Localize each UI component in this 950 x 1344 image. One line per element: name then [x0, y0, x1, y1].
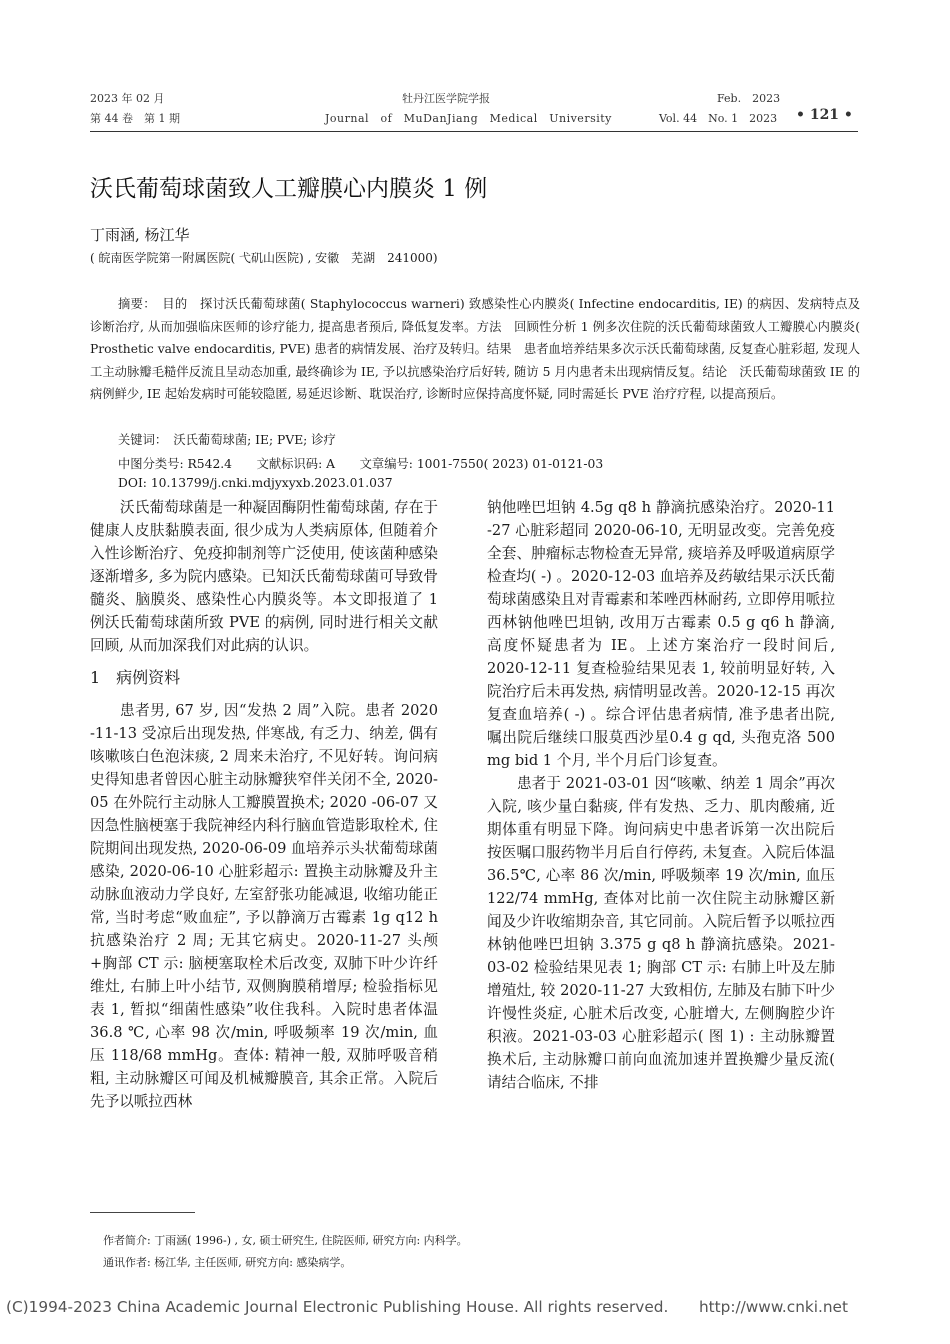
section-heading: 1 病例资料 — [90, 668, 181, 687]
header-volume-cn: 第 44 卷 第 1 期 — [90, 112, 180, 125]
header-journal-en: Journal of MuDanJiang Medical University — [325, 112, 612, 125]
page-number: • 121 • — [796, 107, 853, 123]
body-left-column — [90, 496, 438, 1113]
body-right-column — [487, 496, 835, 1094]
intro-paragraph: 沃氏葡萄球菌是一种凝固酶阴性葡萄球菌, 存在于健康人皮肤黏膜表面, 很少成为人类病原体, 但随着介入性诊断治疗、免疫抑制剂等广泛使用, 使该菌种感染逐渐增多, 多为院内感染。已知沃氏葡萄球菌可导致骨髓炎、脑膜炎、感染性心内膜炎等。本文即报道了 1 例沃氏葡萄球菌所致 PVE 的病例, 同时进行相关文献回顾, 从而加深我们对此病的认识。 — [90, 499, 438, 654]
header-date-en: Feb. 2023 — [717, 92, 781, 105]
article-doi: DOI: 10.13799/j.cnki.mdjyxyxb.2023.01.037 — [118, 476, 393, 490]
copyright-line: (C)1994-2023 China Academic Journal Electronic Publishing House. All rights reserved. http://www.cnki.net — [6, 1298, 848, 1316]
article-affiliation: ( 皖南医学院第一附属医院( 弋矶山医院) , 安徽 芜湖 241000) — [90, 251, 438, 265]
header-rule — [90, 131, 858, 132]
article-authors: 丁雨涵, 杨江华 — [90, 226, 190, 244]
article-title: 沃氏葡萄球菌致人工瓣膜心内膜炎 1 例 — [90, 176, 488, 202]
footnote-corresponding: 通讯作者: 杨江华, 主任医师, 研究方向: 感染病学。 — [103, 1256, 352, 1269]
footnote-author-intro: 作者简介: 丁雨涵( 1996-) , 女, 硕士研究生, 住院医师, 研究方向: 内科学。 — [103, 1234, 468, 1247]
header-date-cn: 2023 年 02 月 — [90, 92, 165, 105]
footnote-rule — [90, 1212, 195, 1213]
header-volume-en: Vol. 44 No. 1 2023 — [659, 112, 778, 125]
article-keywords: 关键词： 沃氏葡萄球菌; IE; PVE; 诊疗 — [118, 433, 336, 447]
readmission-paragraph: 患者于 2021-03-01 因“咳嗽、纳差 1 周余”再次入院, 咳少量白黏痰, 伴有发热、乏力、肌肉酸痛, 近期体重有明显下降。询问病史中患者诉第一次出院后按医嘱口服药物半月后自行停药, 未复查。入院后体温 36.5℃, 心率 86 次/min, 呼吸频率 19 次/min, 血压 122/74 mmHg, 查体对比前一次住院主动脉瓣区新闻及少许收缩期杂音, 其它同前。入院后暂予以哌拉西林钠他唑巴坦钠 3.375 g q8 h 静滴抗感染。2021-03-02 检验结果见表 1; 胸部 CT 示: 右肺上叶及左肺增殖灶, 较 2020-11-27 大致相仿, 左肺及右肺下叶少许慢性炎症, 心脏术后改变, 心脏增大, 左侧胸腔少许积液。2021-03-03 心脏彩超示( 图 1) : 主动脉瓣置换术后, 主动脉瓣口前向血流加速并置换瓣少量反流( 请结合临床, 不排 — [487, 775, 835, 1091]
case-paragraph: 患者男, 67 岁, 因“发热 2 周”入院。患者 2020 -11-13 受凉后出现发热, 伴寒战, 有乏力、纳差, 偶有咳嗽咳白色泡沫痰, 2 周来未治疗, 不见好转。询问病史得知患者曾因心脏主动脉瓣狭窄伴关闭不全, 2020-05 在外院行主动脉人工瓣膜置换术; 2020 -06-07 又因急性脑梗塞于我院神经内科行脑血管造影取栓术, 住院期间出现发热, 2020-06-09 血培养示头状葡萄球菌感染, 2020-06-10 心脏彩超示: 置换主动脉瓣及升主动脉血液动力学良好, 左室舒张功能减退, 收缩功能正常, 当时考虑“败血症”, 予以静滴万古霉素 1g q12 h 抗感染治疗 2 周; 无其它病史。2020-11-27 头颅+胸部 CT 示: 脑梗塞取栓术后改变, 双肺下叶少许纤维灶, 右肺上叶小结节, 双侧胸膜稍增厚; 检验指标见表 1, 暂拟“细菌性感染”收住我科。入院时患者体温36.8 ℃, 心率 98 次/min, 呼吸频率 19 次/min, 血压 118/68 mmHg。查体: 精神一般, 双肺呼吸音稍粗, 主动脉瓣区可闻及机械瓣膜音, 其余正常。入院后先予以哌拉西林 — [90, 702, 438, 1110]
treatment-paragraph: 钠他唑巴坦钠 4.5g q8 h 静滴抗感染治疗。2020-11 -27 心脏彩超同 2020-06-10, 无明显改变。完善免疫全套、肿瘤标志物检查无异常, 痰培养及呼吸道病原学检查均( -) 。2020-12-03 血培养及药敏结果示沃氏葡萄球菌感染且对青霉素和苯唑西林耐药, 立即停用哌拉西林钠他唑巴坦钠, 改用万古霉素 0.5 g q6 h 静滴, 高度怀疑患者为 IE。上述方案治疗一段时间后, 2020-12-11 复查检验结果见表 1, 较前明显好转, 入院治疗后未再发热, 病情明显改善。2020-12-15 再次复查血培养( -) 。综合评估患者病情, 准予患者出院, 嘱出院后继续口服莫西沙星0.4 g qd, 头孢克洛 500 mg bid 1 个月, 半个月后门诊复查。 — [487, 499, 835, 769]
header-journal-cn: 牡丹江医学院学报 — [402, 92, 490, 105]
article-abstract: 摘要： 目的 探讨沃氏葡萄球菌( Staphylococcus warneri) 致感染性心内膜炎( Infectine endocarditis, IE) 的病因、发病特点及诊断治疗, 从而加强临床医师的诊疗能力, 提高患者预后, 降低复发率。方法 回顾性分析 1 例多次住院的沃氏葡萄球菌致人工瓣膜心内膜炎( Prosthetic valve endocarditis, PVE) 患者的病情发展、治疗及转归。结果 患者血培养结果多次示沃氏葡萄球菌, 反复查心脏彩超, 发现人工主动脉瓣毛糙伴反流且呈动态加重, 最终确诊为 IE, 予以抗感染治疗后好转, 随访 5 月内患者未出现病情反复。结论 沃氏葡萄球菌致 IE 的病例鲜少, IE 起始发病时可能较隐匿, 易延迟诊断、耽误治疗, 诊断时应保持高度怀疑, 同时需延长 PVE 治疗疗程, 以提高预后。 — [90, 297, 860, 402]
article-classification: 中图分类号: R542.4 文献标识码: A 文章编号: 1001-7550( 2023) 01-0121-03 — [118, 457, 604, 471]
